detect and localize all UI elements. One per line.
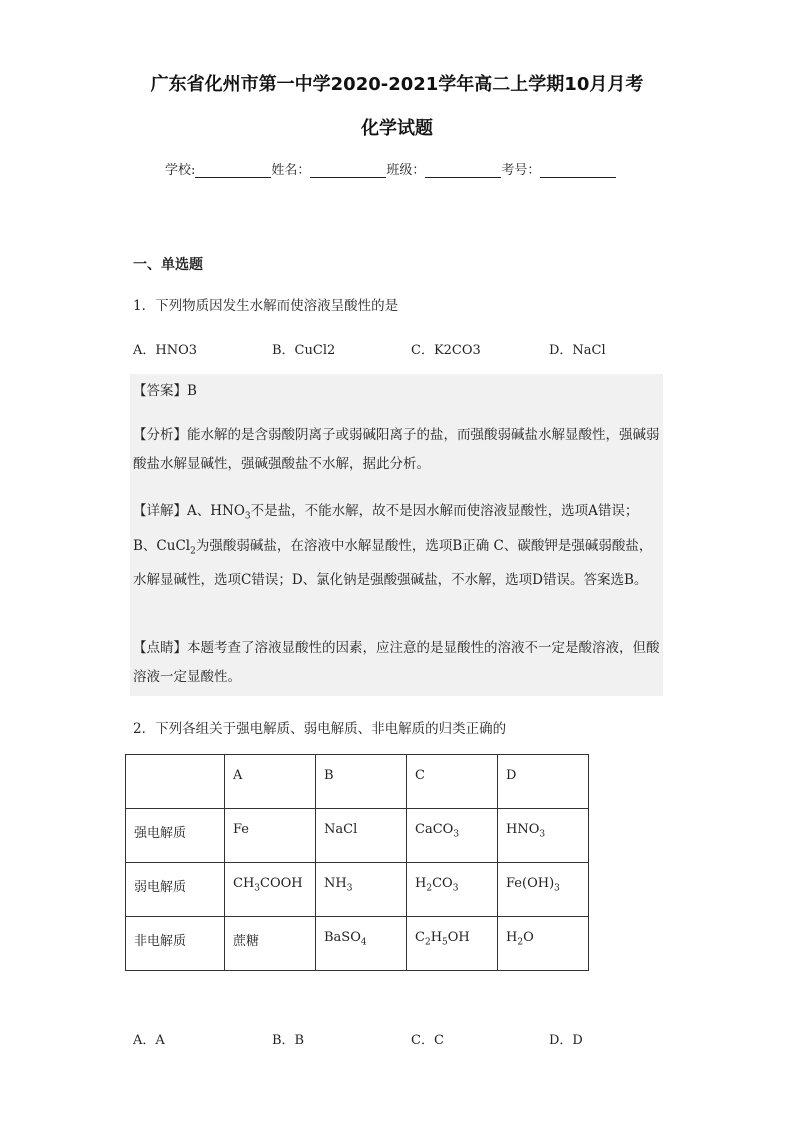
- school-label: 学校:: [165, 163, 196, 178]
- table-cell: [407, 863, 498, 917]
- formula-subscript: 3: [346, 883, 353, 894]
- class-blank[interactable]: [425, 163, 501, 178]
- table-header-b: B: [316, 755, 407, 809]
- formula-text: OH: [447, 930, 470, 945]
- table-header-c: C: [407, 755, 498, 809]
- q1-option-d[interactable]: D．NaCl: [549, 343, 606, 358]
- formula-text: CaCO: [415, 822, 454, 837]
- formula-text: C: [415, 930, 425, 945]
- q1-option-c[interactable]: C．K2CO3: [411, 343, 481, 358]
- electrolyte-table: [125, 754, 589, 971]
- number-label: 考号：: [501, 163, 541, 178]
- q1-answer: 【答案】B: [133, 383, 197, 399]
- formula-subscript: 3: [539, 829, 546, 840]
- row-label-weak: 弱电解质: [126, 863, 225, 917]
- table-cell: [407, 917, 498, 971]
- q1-detail-sub-a: 3: [244, 511, 251, 522]
- table-row-strong: [126, 809, 589, 863]
- student-info-line: [165, 159, 616, 178]
- formula-subscript: 3: [554, 883, 560, 894]
- formula-text: CH: [233, 876, 255, 891]
- exam-subtitle: 化学试题: [361, 118, 433, 139]
- number-blank[interactable]: [540, 163, 616, 178]
- q1-detail-sub-b: 2: [190, 546, 196, 557]
- table-cell: [316, 863, 407, 917]
- q1-analysis: 【分析】能水解的是含弱酸阴离子或弱碱阳离子的盐，而强酸弱碱盐水解显酸性，强碱弱酸盐水解显碱性，强碱强酸盐不水解，据此分析。: [133, 427, 660, 472]
- question-2-stem: 2．下列各组关于强电解质、弱电解质、非电解质的归类正确的: [133, 721, 507, 737]
- table-cell: [498, 917, 589, 971]
- q1-comment: 【点睛】本题考查了溶液显酸性的因素，应注意的是显酸性的溶液不一定是酸溶液，但酸溶液一定显酸性。: [133, 640, 660, 685]
- table-cell: [498, 809, 589, 863]
- table-cell: [225, 809, 316, 863]
- table-row-weak: [126, 863, 589, 917]
- formula-text: H: [415, 876, 427, 891]
- q1-detail-part-b: 不是盐，不能水解，故不是因水解而使溶液显酸性，选项A错误；B、CuCl: [133, 503, 639, 554]
- formula-subscript: 3: [453, 829, 460, 840]
- formula-subscript: 2: [426, 883, 433, 894]
- table-cell: [225, 917, 316, 971]
- table-header-d: D: [498, 755, 589, 809]
- table-header-a: A: [225, 755, 316, 809]
- q1-detail: [133, 497, 661, 595]
- q2-option-b[interactable]: B．B: [272, 1033, 305, 1048]
- table-cell: [407, 809, 498, 863]
- formula-text: CO: [432, 876, 453, 891]
- school-blank[interactable]: [195, 163, 271, 178]
- formula-text: BaSO: [324, 930, 361, 945]
- formula-subscript: 5: [442, 937, 448, 948]
- table-header-row: [126, 755, 589, 809]
- q2-option-d[interactable]: D．D: [549, 1033, 583, 1048]
- formula-subscript: 4: [360, 937, 367, 948]
- q1-detail-part-a: 【详解】A、HNO: [133, 503, 245, 519]
- row-label-strong: 强电解质: [126, 809, 225, 863]
- formula-text: COOH: [260, 876, 303, 891]
- formula-text: Fe: [233, 822, 250, 837]
- formula-text: NH: [324, 876, 347, 891]
- table-row-non: [126, 917, 589, 971]
- table-cell: [225, 863, 316, 917]
- formula-subscript: 3: [254, 883, 261, 894]
- formula-subscript: 2: [424, 937, 431, 948]
- table-corner-cell: [126, 755, 225, 809]
- question-1-stem: 1．下列物质因发生水解而使溶液呈酸性的是: [133, 298, 399, 314]
- formula-subscript: 2: [517, 937, 524, 948]
- name-blank[interactable]: [310, 163, 386, 178]
- q2-option-a[interactable]: A．A: [133, 1033, 165, 1048]
- exam-title: 广东省化州市第一中学2020-2021学年高二上学期10月月考: [150, 74, 644, 95]
- q1-detail-part-c: 为强酸弱碱盐，在溶液中水解显酸性，选项B正确 C、碳酸钾是强碱弱酸盐，水解显碱性，选项C错误；D、氯化钠是强酸强碱盐，不水解，选项D错误。答案选B。: [133, 537, 653, 589]
- formula-text: 蔗糖: [233, 934, 260, 949]
- name-label: 姓名：: [271, 163, 311, 178]
- section-title: 一、单选题: [133, 257, 203, 273]
- q2-option-c[interactable]: C．C: [411, 1033, 444, 1048]
- table-cell: [498, 863, 589, 917]
- row-label-non: 非电解质: [126, 917, 225, 971]
- table-cell: [316, 809, 407, 863]
- q1-option-a[interactable]: A．HNO3: [133, 343, 198, 358]
- formula-text: Fe(OH): [506, 876, 555, 891]
- formula-text: HNO: [506, 822, 540, 837]
- class-label: 班级：: [386, 163, 426, 178]
- q1-option-b[interactable]: B．CuCl2: [272, 343, 336, 358]
- formula-text: H: [430, 930, 443, 945]
- formula-text: O: [523, 930, 534, 945]
- formula-text: H: [506, 930, 518, 945]
- formula-subscript: 3: [452, 883, 459, 894]
- table-cell: [316, 917, 407, 971]
- formula-text: NaCl: [324, 822, 358, 837]
